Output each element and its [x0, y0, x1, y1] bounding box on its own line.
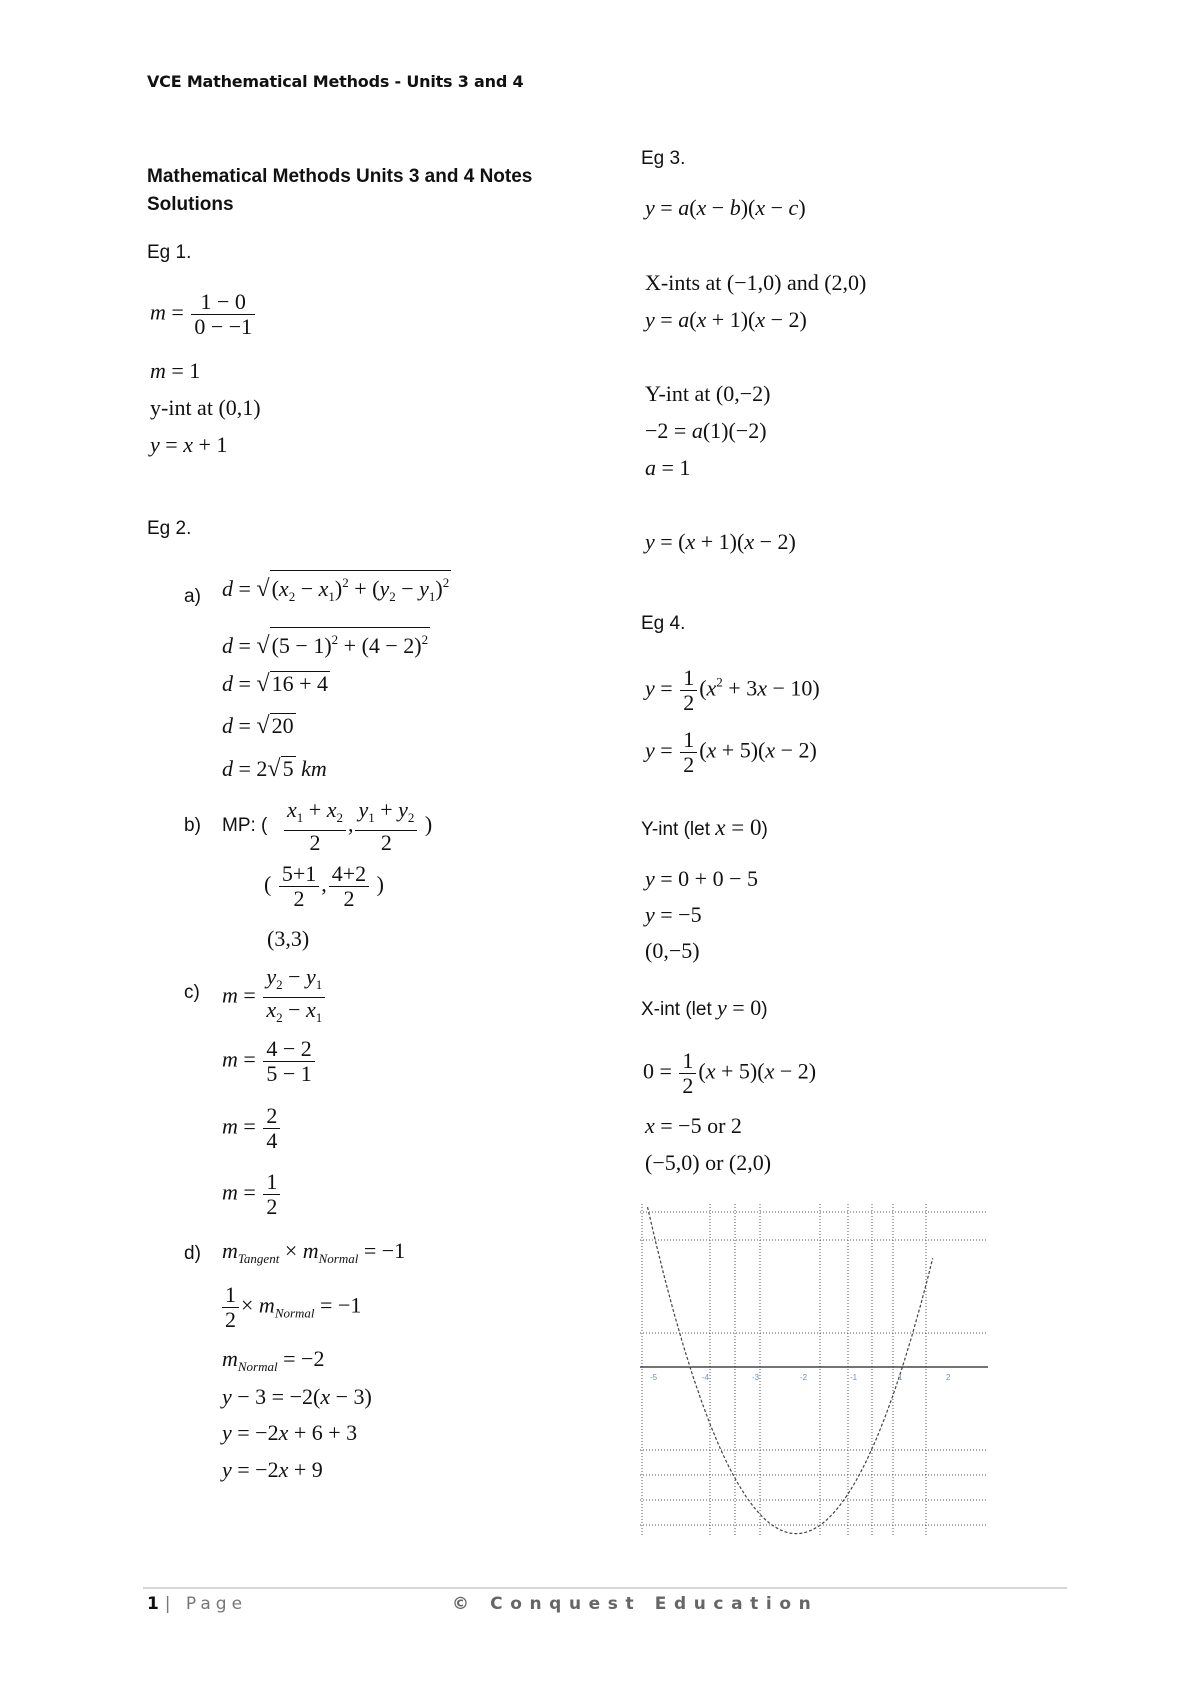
eg3-sub: −2 = a(1)(−2): [645, 418, 767, 443]
eg3-label: Eg 3.: [641, 148, 686, 169]
x-tick-label: 2: [946, 1373, 951, 1382]
eg2-part-b-label: b): [184, 815, 201, 836]
eg2-distance-sub: $d = √(5 - 1)^2 + (4 - 2)^2$: [222, 627, 430, 660]
or-text-2: or: [705, 1150, 724, 1175]
eg4-xint-points: (−5,0) or (2,0): [645, 1150, 772, 1175]
x-tick-labels: [650, 1373, 951, 1382]
normal-expand: y = −2x + 6 + 3: [222, 1420, 358, 1445]
eg3-yint: Y-int at (0,−2): [645, 381, 771, 406]
x-tick-label: -2: [800, 1373, 808, 1382]
eg1-label: Eg 1.: [147, 242, 192, 263]
km-unit: km: [301, 756, 327, 781]
eg3-result: y = (x + 1)(x − 2): [645, 529, 796, 554]
midpoint-sub: ( $\frac{5+1}{2}$ , $\frac{4+2}{2}$ ): [264, 861, 384, 911]
eg4-label: Eg 4.: [641, 613, 686, 634]
copyright: © Conquest Education: [452, 1594, 819, 1614]
eg3-a-value: a = 1: [645, 455, 691, 480]
mp-text: MP:: [222, 815, 256, 836]
eg2-distance-sum: d = √16 + 4: [222, 671, 329, 697]
eg4-xint-label: X-int (let y = 0): [641, 995, 768, 1020]
eg4-xint-text: X-int (let: [641, 999, 712, 1020]
midpoint-result: (3,3): [267, 926, 310, 951]
eg4-factorised: y = $\frac{1}{2}$ (x + 5)(x − 2): [645, 727, 817, 777]
eg1-yint-text: y-int at: [150, 395, 213, 420]
eg4-yint-sub: y = 0 + 0 − 5: [645, 866, 758, 891]
normal-result: y = −2x + 9: [222, 1457, 323, 1482]
eg4-yint-text: Y-int (let: [641, 819, 710, 840]
gradient-result: m = $\frac{1}{2}$: [222, 1170, 282, 1219]
eg2-label: Eg 2.: [147, 518, 192, 539]
eg2-part-a-label: a): [184, 586, 201, 607]
eg4-yint-value: y = −5: [645, 902, 702, 927]
eg1-gradient-formula: m = $\frac{1 - 0}{0 - -1}$: [150, 290, 257, 339]
eg2-part-c-label: c): [184, 982, 200, 1003]
gradient-formula: m = $\frac{y_2 - y_1}{x_2 - x_1}$: [222, 965, 327, 1030]
x-tick-label: -3: [752, 1373, 760, 1382]
page-number-value: 1: [147, 1594, 159, 1614]
x-tick-label: 1: [898, 1373, 903, 1382]
eg3-factor-form: y = a(x + 1)(x − 2): [645, 307, 807, 332]
page-header: VCE Mathematical Methods - Units 3 and 4: [147, 72, 524, 91]
eg3-general-form: y = a(x − b)(x − c): [645, 195, 806, 220]
x-tick-label: -5: [650, 1373, 658, 1382]
midpoint-formula: $\frac{x_1 + x_2}{2}$ , $\frac{y_1 + y_2}{2}$ ): [282, 798, 432, 855]
eg1-gradient-result: m = 1: [150, 358, 201, 383]
eg3-yint-text: Y-int at: [645, 381, 711, 406]
eg2-part-d-label: d): [184, 1243, 201, 1264]
parabola-curve: [648, 1207, 933, 1534]
eg4-yint-point: (0,−5): [645, 938, 700, 963]
footer-divider: [143, 1587, 1067, 1589]
gradient-sub: m = $\frac{4 - 2}{5 - 1}$: [222, 1037, 317, 1086]
gradient-simplified: m = $\frac{2}{4}$: [222, 1104, 282, 1153]
xints-text: X-ints at: [645, 270, 722, 295]
perpendicular-rule: $m_{Tangent} \times m_{Normal} = -1$: [222, 1238, 406, 1266]
normal-gradient: $m_{Normal} = -2$: [222, 1346, 325, 1374]
graph-grid: [640, 1204, 988, 1535]
or-text: or: [707, 1113, 726, 1138]
and-text: and: [786, 270, 819, 295]
x-tick-label: -4: [702, 1373, 710, 1382]
eg4-yint-label: Y-int (let x = 0): [641, 815, 768, 840]
eg2-distance-formula: $d = √(x_2 - x_1)^2 + (y_2 - y_1)^2$: [222, 570, 451, 609]
page-number: [147, 1594, 247, 1614]
parabola-graph: [640, 1200, 990, 1540]
eg2-distance-root: d = √20: [222, 713, 294, 739]
midpoint-label: MP: (: [222, 815, 268, 836]
document-title: Mathematical Methods Units 3 and 4 Notes Solutions: [147, 166, 533, 215]
eg3-xints: X-ints at (−1,0) and (2,0): [645, 270, 867, 295]
page-word: | Page: [164, 1594, 248, 1614]
normal-point-form: y − 3 = −2(x − 3): [222, 1384, 372, 1409]
eg1-line-equation: y = x + 1: [150, 432, 228, 457]
eg4-quadratic: y = $\frac{1}{2}$ $(x^2 + 3x - 10)$: [645, 665, 820, 715]
eg4-xint-equation: 0 = $\frac{1}{2}$ (x + 5)(x − 2): [643, 1048, 817, 1098]
eg2-distance-result: d = 2√5 km: [222, 756, 327, 782]
x-tick-label: -1: [850, 1373, 858, 1382]
eg4-xint-solutions: x = −5 or 2: [645, 1113, 742, 1138]
eg1-yint: y-int at (0,1): [150, 395, 261, 420]
perpendicular-sub: $\frac{1}{2}$ × $m_{Normal} = -1$: [220, 1283, 361, 1332]
